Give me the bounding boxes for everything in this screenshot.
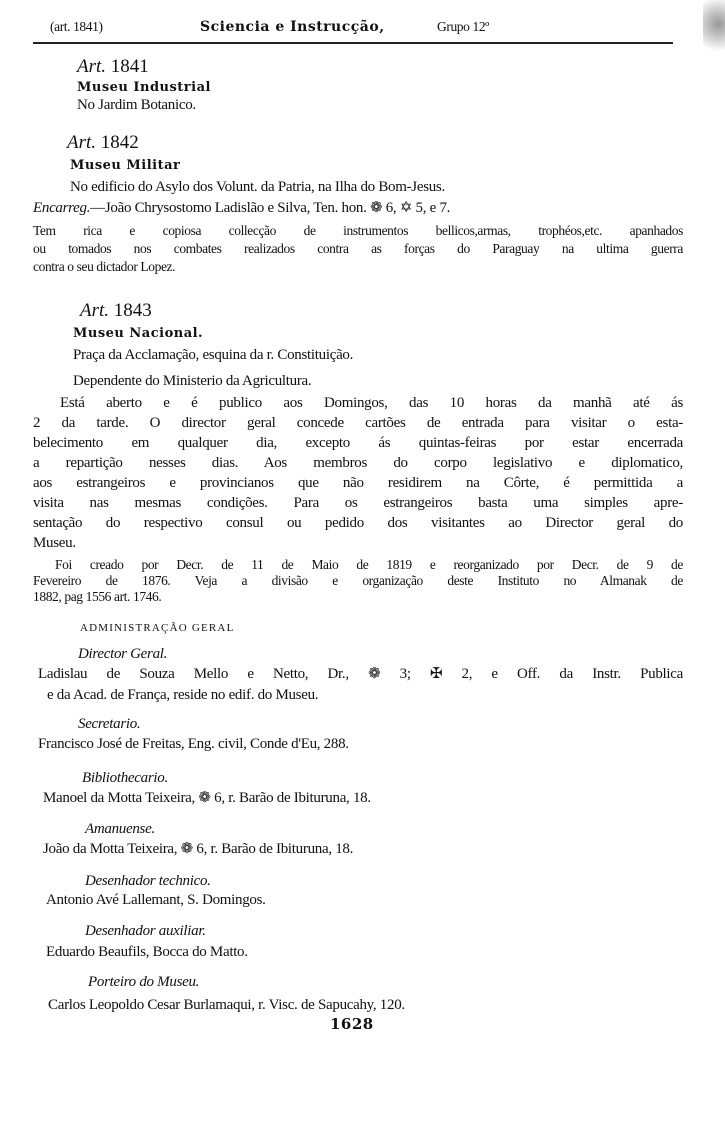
role-title: Bibliothecario.: [82, 770, 168, 786]
staff-line: Francisco José de Freitas, Eng. civil, Conde d'Eu, 288.: [38, 736, 349, 752]
role-title: Amanuense.: [85, 821, 155, 837]
article-heading: Museu Industrial: [77, 80, 211, 95]
staff-line: Carlos Leopoldo Cesar Burlamaqui, r. Visc. de Sapucahy, 120.: [48, 997, 405, 1013]
article-address: No edificio do Asylo dos Volunt. da Patria, na Ilha do Bom-Jesus.: [70, 179, 445, 195]
article-heading: Museu Nacional.: [73, 326, 204, 341]
role-title: Secretario.: [78, 716, 141, 732]
staff-line: Eduardo Beaufils, Bocca do Matto.: [46, 944, 248, 960]
article-heading: Museu Militar: [70, 158, 181, 173]
role-title: Desenhador technico.: [85, 873, 211, 889]
description-line: ou tomados nos combates realizados contra as forças do Paraguay na ultima guerra: [33, 241, 683, 256]
article-address: No Jardim Botanico.: [77, 97, 196, 113]
article-number: Art. 1841: [77, 56, 149, 77]
paragraph-line: belecimento em qualquer dia, excepto ás quintas-feiras por estar encerrada: [33, 435, 683, 451]
paragraph-line: a repartição nesses dias. Aos membros do corpo legislativo e diplomatico,: [33, 455, 683, 471]
header-group: Grupo 12º: [437, 19, 489, 34]
staff-line: João da Motta Teixeira, ❁ 6, r. Barão de Ibituruna, 18.: [43, 841, 354, 857]
header-title: Sciencia e Instrucção,: [200, 19, 385, 35]
staff-line: Ladislau de Souza Mello e Netto, Dr., ❁ 3; ✠ 2, e Off. da Instr. Publica: [38, 666, 683, 682]
staff-line: Manoel da Motta Teixeira, ❁ 6, r. Barão de Ibituruna, 18.: [43, 790, 371, 806]
article-address: Praça da Acclamação, esquina da r. Constituição.: [73, 347, 354, 363]
paragraph-line: 2 da tarde. O director geral concede cartões de entrada para visitar o esta-: [33, 415, 683, 431]
header-rule: [33, 42, 673, 44]
role-title: Director Geral.: [78, 646, 168, 662]
note-line: Foi creado por Decr. de 11 de Maio de 1819 e reorganizado por Decr. de 9 de: [55, 557, 683, 572]
note-line: Fevereiro de 1876. Veja a divisão e organização deste Instituto no Almanak de: [33, 573, 683, 588]
article-dependency: Dependente do Ministerio da Agricultura.: [73, 373, 312, 389]
paragraph-line: aos estrangeiros e provincianos que não residirem na Côrte, é permittida a: [33, 475, 683, 491]
encarregado-line: Encarreg.—João Chrysostomo Ladislão e Silva, Ten. hon. ❁ 6, ✡ 5, e 7.: [33, 200, 451, 216]
description-line: contra o seu dictador Lopez.: [33, 259, 176, 274]
description-line: Tem rica e copiosa collecção de instrumentos bellicos,armas, trophéos,etc. apanhados: [33, 223, 683, 238]
role-title: Porteiro do Museu.: [88, 974, 200, 990]
header-article-ref: (art. 1841): [50, 19, 103, 34]
article-number: Art. 1842: [67, 132, 139, 153]
role-title: Desenhador auxiliar.: [85, 923, 206, 939]
staff-line: e da Acad. de França, reside no edif. do Museu.: [47, 687, 319, 703]
paragraph-line: visita nas mesmas condições. Para os estrangeiros basta uma simples apre-: [33, 495, 683, 511]
section-title: ADMINISTRAÇÃO GERAL: [80, 622, 235, 634]
scan-speckle: [703, 0, 725, 60]
paragraph-line: Está aberto e é publico aos Domingos, das 10 horas da manhã até ás: [60, 395, 683, 411]
paragraph-line: sentação do respectivo consul ou pedido dos visitantes ao Director geral do: [33, 515, 683, 531]
staff-line: Antonio Avé Lallemant, S. Domingos.: [46, 892, 266, 908]
paragraph-line: Museu.: [33, 535, 76, 551]
page-number: 1628: [330, 1015, 374, 1033]
article-number: Art. 1843: [80, 300, 152, 321]
note-line: 1882, pag 1556 art. 1746.: [33, 589, 162, 604]
